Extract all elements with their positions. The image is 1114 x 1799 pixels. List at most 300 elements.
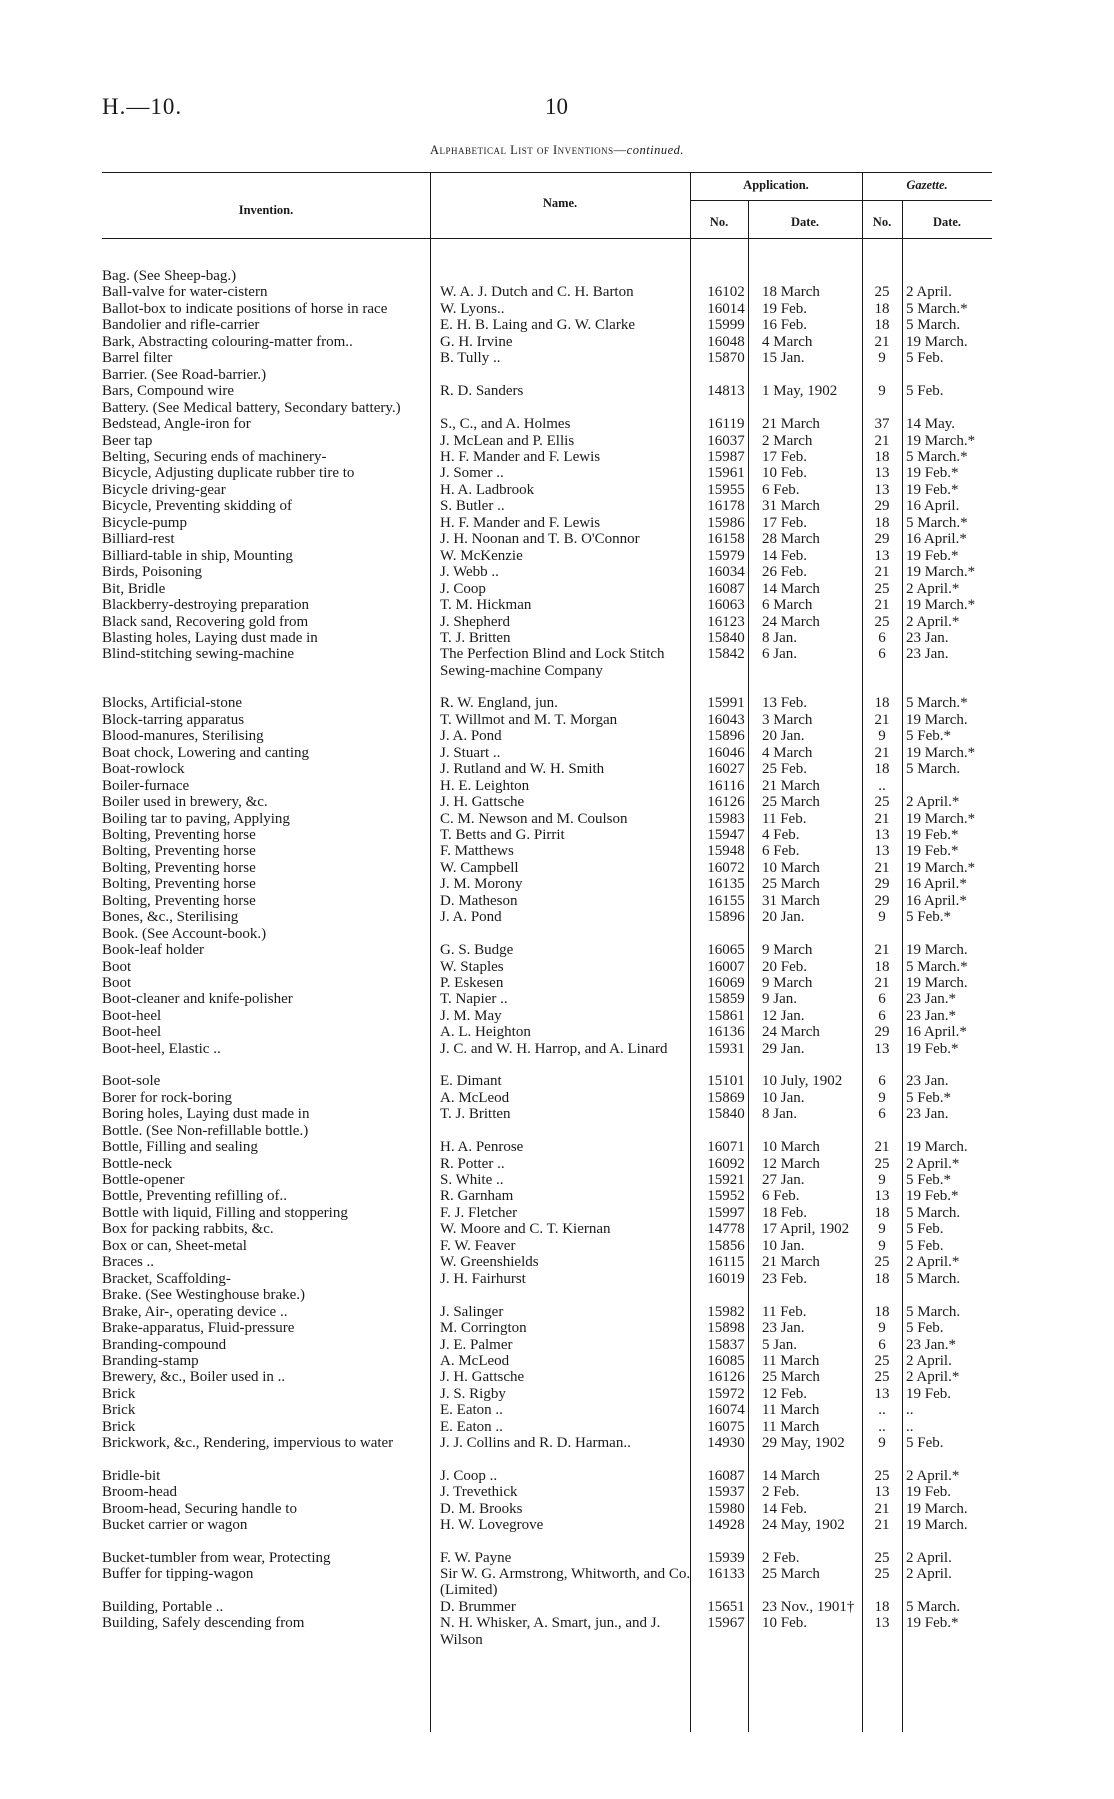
name-cell — [432, 400, 698, 416]
application-no-cell: 15997 — [707, 1204, 745, 1221]
name-cell: H. F. Mander and F. Lewis — [440, 448, 601, 465]
application-date-cell: 29 Jan. — [762, 1040, 805, 1057]
table-row — [102, 433, 992, 449]
name-cell: J. Coop .. — [440, 1467, 498, 1484]
application-date-cell: 26 Feb. — [762, 564, 807, 581]
invention-cell: Bolting, Preventing horse — [102, 859, 256, 876]
invention-cell: Boiler used in brewery, &c. — [102, 794, 268, 811]
application-no-cell: 15101 — [707, 1073, 745, 1090]
table-header-bottom-rule — [102, 238, 992, 239]
invention-cell: Ballot-box to indicate positions of horse in race — [102, 300, 388, 317]
table-row — [102, 975, 992, 991]
invention-cell: Blackberry-destroying preparation — [102, 597, 310, 614]
invention-cell: Bolting, Preventing horse — [102, 892, 256, 909]
invention-cell: Bottle, Filling and sealing — [102, 1139, 258, 1156]
col-header-application: Application. — [743, 178, 809, 192]
application-date-cell: 9 March — [762, 942, 813, 959]
table-row — [102, 1024, 992, 1040]
gazette-no-cell: 18 — [874, 761, 890, 778]
application-no-cell: 16037 — [707, 432, 745, 449]
gazette-date-cell: 2 April.* — [906, 613, 960, 630]
invention-cell: Boat-rowlock — [102, 761, 185, 778]
gazette-date-cell — [900, 367, 992, 383]
invention-cell: Blasting holes, Laying dust made in — [102, 629, 318, 646]
table-row — [102, 317, 992, 333]
gazette-date-cell: 5 March.* — [906, 448, 968, 465]
application-no-cell: 16119 — [707, 416, 745, 433]
gazette-no-cell — [864, 926, 900, 942]
name-cell: J. Trevethick — [440, 1484, 518, 1501]
gazette-date-cell: .. — [906, 1418, 914, 1435]
table-row — [102, 959, 992, 975]
application-date-cell: 5 Jan. — [762, 1336, 797, 1353]
application-no-cell: 16075 — [707, 1418, 745, 1435]
application-date-cell — [754, 400, 864, 416]
application-no-cell — [698, 268, 754, 284]
gazette-no-cell: 9 — [878, 728, 886, 745]
name-cell: T. Napier .. — [440, 991, 508, 1008]
application-no-cell: 15979 — [707, 547, 745, 564]
gazette-date-cell: 19 Feb.* — [906, 481, 959, 498]
application-date-cell: 3 March — [762, 711, 813, 728]
application-no-cell: 16019 — [707, 1270, 745, 1287]
application-no-cell: 15840 — [707, 1106, 745, 1123]
name-cell — [432, 1123, 698, 1139]
gazette-date-cell: 2 April. — [906, 1549, 952, 1566]
gazette-no-cell: 9 — [878, 1221, 886, 1238]
table-row — [102, 1073, 992, 1089]
invention-cell: Birds, Poisoning — [102, 564, 203, 581]
gazette-no-cell: 29 — [874, 531, 890, 548]
application-no-cell — [698, 1287, 754, 1303]
application-no-cell: 15987 — [707, 448, 745, 465]
gazette-no-cell: 18 — [874, 1204, 890, 1221]
col-header-gazette: Gazette. — [906, 178, 948, 192]
gazette-date-cell — [900, 400, 992, 416]
name-cell: A. McLeod — [440, 1089, 510, 1106]
table-row — [102, 860, 992, 876]
gazette-date-cell: 5 March. — [906, 1270, 961, 1287]
application-no-cell: 16007 — [707, 958, 745, 975]
application-date-cell: 31 March — [762, 892, 820, 909]
gazette-no-cell: 13 — [874, 465, 890, 482]
gazette-date-cell: 2 April. — [906, 1353, 952, 1369]
gazette-no-cell: 9 — [878, 1237, 886, 1254]
table-row — [102, 564, 992, 580]
gazette-no-cell: .. — [878, 1418, 886, 1435]
invention-cell: Boot-cleaner and knife-polisher — [102, 991, 293, 1008]
col-header-gazette-date: Date. — [932, 215, 962, 229]
application-date-cell: 10 Jan. — [762, 1237, 805, 1254]
application-no-cell: 15983 — [707, 810, 745, 827]
application-date-cell: 24 March — [762, 613, 820, 630]
table-row — [102, 1550, 992, 1566]
application-date-cell: 11 March — [762, 1418, 820, 1435]
gazette-no-cell: 13 — [874, 1188, 890, 1205]
application-date-cell: 11 Feb. — [762, 810, 807, 827]
application-no-cell: 16116 — [707, 777, 745, 794]
gazette-date-cell — [900, 268, 992, 284]
application-date-cell: 6 Feb. — [762, 481, 800, 498]
application-date-cell: 12 Jan. — [762, 1007, 805, 1024]
table-row — [102, 1435, 992, 1451]
gazette-date-cell: 19 March.* — [906, 859, 976, 876]
gazette-no-cell: 21 — [874, 432, 890, 449]
gazette-no-cell: 25 — [874, 1565, 890, 1582]
application-date-cell: 25 Feb. — [762, 761, 807, 778]
table-row — [102, 515, 992, 531]
application-no-cell: 16048 — [707, 333, 745, 350]
application-no-cell: 15840 — [707, 629, 745, 646]
name-cell: F. J. Fletcher — [440, 1204, 518, 1221]
application-no-cell: 16034 — [707, 564, 745, 581]
gazette-no-cell: 6 — [878, 1073, 886, 1090]
gazette-no-cell: 13 — [874, 1484, 890, 1501]
table-row — [102, 778, 992, 794]
table-row — [102, 1501, 992, 1517]
invention-cell: Branding-stamp — [102, 1353, 199, 1369]
gazette-date-cell: 16 April.* — [906, 876, 967, 893]
gazette-no-cell: 25 — [874, 1254, 890, 1271]
name-cell: T. Willmot and M. T. Morgan — [440, 711, 618, 728]
gazette-date-cell: 23 Jan.* — [906, 991, 956, 1008]
gazette-no-cell: 25 — [874, 284, 890, 301]
gazette-date-cell: 19 March. — [906, 333, 968, 350]
invention-cell: Borer for rock-boring — [102, 1089, 232, 1106]
application-date-cell: 13 Feb. — [762, 695, 807, 712]
application-date-cell: 2 March — [762, 432, 813, 449]
application-date-cell: 17 April, 1902 — [762, 1221, 850, 1238]
invention-cell: Box or can, Sheet-metal — [102, 1237, 247, 1254]
application-no-cell: 16063 — [707, 597, 745, 614]
name-cell: E. H. B. Laing and G. W. Clarke — [440, 317, 635, 334]
application-date-cell: 6 Jan. — [762, 646, 797, 663]
table-row — [102, 1615, 992, 1648]
application-date-cell: 12 March — [762, 1155, 820, 1172]
invention-cell: Boot — [102, 975, 132, 992]
application-no-cell: 16087 — [707, 1467, 745, 1484]
page-number: 10 — [545, 94, 568, 119]
application-no-cell: 16072 — [707, 859, 745, 876]
table-row — [102, 284, 992, 300]
application-no-cell: 15842 — [707, 646, 745, 663]
invention-cell: Blind-stitching sewing-machine — [102, 646, 295, 663]
application-date-cell: 17 Feb. — [762, 514, 807, 531]
application-no-cell: 15947 — [707, 826, 745, 843]
table-row — [102, 893, 992, 909]
page-title — [0, 143, 1114, 158]
invention-cell: Box for packing rabbits, &c. — [102, 1221, 274, 1238]
application-date-cell: 25 March — [762, 1369, 820, 1386]
name-cell: W. Lyons.. — [440, 300, 505, 317]
application-date-cell: 6 March — [762, 597, 813, 614]
application-no-cell: 16092 — [707, 1155, 745, 1172]
name-cell: M. Corrington — [440, 1320, 527, 1337]
gazette-date-cell: 5 March. — [906, 1303, 961, 1320]
invention-cell: Belting, Securing ends of machinery- — [102, 448, 327, 465]
name-cell: J. C. and W. H. Harrop, and A. Linard — [440, 1040, 668, 1057]
invention-cell: Buffer for tipping-wagon — [102, 1565, 254, 1582]
name-cell: R. W. England, jun. — [440, 695, 558, 712]
name-cell: J. Stuart .. — [440, 744, 501, 761]
invention-cell: Brickwork, &c., Rendering, impervious to water — [102, 1435, 394, 1452]
table-row — [102, 416, 992, 432]
gazette-no-cell: 21 — [874, 1500, 890, 1517]
gazette-no-cell: 21 — [874, 1139, 890, 1156]
gazette-date-cell: .. — [906, 1402, 914, 1419]
gazette-date-cell: 23 Jan.* — [906, 1336, 956, 1353]
application-date-cell: 8 Jan. — [762, 1106, 797, 1123]
gazette-no-cell — [864, 367, 900, 383]
invention-cell: Brick — [102, 1402, 136, 1419]
invention-cell: Bicycle, Adjusting duplicate rubber tire to — [102, 465, 355, 482]
application-no-cell: 14930 — [707, 1435, 745, 1452]
table-row — [102, 646, 992, 679]
name-cell: J. A. Pond — [440, 909, 502, 926]
application-date-cell: 11 Feb. — [762, 1303, 807, 1320]
name-cell: J. Webb .. — [440, 564, 499, 581]
application-no-cell: 16085 — [707, 1353, 745, 1369]
invention-cell: Bandolier and rifle-carrier — [102, 317, 260, 334]
name-cell: J. H. Noonan and T. B. O'Connor — [440, 531, 640, 548]
col-header-app-no: No. — [709, 215, 729, 229]
application-date-cell: 23 Nov., 1901† — [762, 1598, 855, 1615]
gazette-no-cell: 21 — [874, 975, 890, 992]
application-date-cell: 10 Feb. — [762, 1615, 807, 1632]
gazette-date-cell: 19 Feb. — [906, 1484, 951, 1501]
application-no-cell: 16027 — [707, 761, 745, 778]
invention-cell: Brewery, &c., Boiler used in .. — [102, 1369, 286, 1386]
application-date-cell: 6 Feb. — [762, 1188, 800, 1205]
gazette-date-cell: 19 March.* — [906, 810, 976, 827]
gazette-no-cell: 29 — [874, 892, 890, 909]
name-cell: E. Dimant — [440, 1073, 502, 1090]
invention-cell: Bag. (See Sheep-bag.) — [102, 268, 237, 284]
table-row — [102, 1304, 992, 1320]
invention-cell: Brick — [102, 1385, 136, 1402]
invention-cell: Braces .. — [102, 1254, 155, 1271]
gazette-date-cell: 19 March.* — [906, 432, 976, 449]
gazette-date-cell: 19 Feb.* — [906, 1040, 959, 1057]
application-no-cell: 15921 — [707, 1172, 745, 1189]
application-date-cell: 14 Feb. — [762, 547, 807, 564]
name-cell: J. Shepherd — [440, 613, 510, 630]
table-row — [102, 1599, 992, 1615]
invention-cell: Boat chock, Lowering and canting — [102, 744, 310, 761]
application-no-cell: 14928 — [707, 1517, 745, 1534]
gazette-no-cell: 6 — [878, 646, 886, 663]
table-row — [102, 1517, 992, 1533]
application-date-cell: 14 March — [762, 1467, 820, 1484]
gazette-date-cell: 5 March.* — [906, 695, 968, 712]
name-cell — [432, 926, 698, 942]
application-date-cell: 21 March — [762, 1254, 820, 1271]
application-date-cell: 14 March — [762, 580, 820, 597]
invention-cell: Bottle. (See Non-refillable bottle.) — [102, 1122, 309, 1139]
gazette-no-cell: 6 — [878, 1007, 886, 1024]
application-date-cell: 27 Jan. — [762, 1172, 805, 1189]
application-date-cell: 1 May, 1902 — [762, 383, 838, 400]
application-no-cell: 15952 — [707, 1188, 745, 1205]
gazette-date-cell: 19 Feb.* — [906, 1188, 959, 1205]
application-no-cell: 16158 — [707, 531, 745, 548]
application-no-cell: 15967 — [707, 1615, 745, 1632]
gazette-date-cell: 19 March. — [906, 1500, 968, 1517]
table-row — [102, 350, 992, 366]
table-row — [102, 991, 992, 1007]
table-row — [102, 383, 992, 399]
gazette-date-cell — [900, 1287, 992, 1303]
gazette-no-cell: 25 — [874, 1467, 890, 1484]
name-cell: R. Garnham — [440, 1188, 514, 1205]
col-header-app-date: Date. — [790, 215, 820, 229]
application-no-cell: 15937 — [707, 1484, 745, 1501]
inventions-table-body — [102, 268, 992, 1648]
gazette-no-cell: 29 — [874, 1024, 890, 1041]
application-no-cell: 16123 — [707, 613, 745, 630]
gazette-no-cell: 6 — [878, 1106, 886, 1123]
row-spacer — [102, 679, 992, 695]
application-date-cell: 4 Feb. — [762, 826, 800, 843]
application-date-cell: 20 Feb. — [762, 958, 807, 975]
table-row — [102, 597, 992, 613]
application-date-cell: 4 March — [762, 333, 813, 350]
table-row — [102, 1123, 992, 1139]
gazette-no-cell: .. — [878, 777, 886, 794]
application-date-cell: 8 Jan. — [762, 629, 797, 646]
gazette-no-cell: 18 — [874, 1303, 890, 1320]
gazette-date-cell: 19 March. — [906, 975, 968, 992]
name-cell: J. S. Rigby — [440, 1385, 506, 1402]
name-cell: H. A. Ladbrook — [440, 481, 535, 498]
application-date-cell — [754, 926, 864, 942]
application-date-cell: 11 March — [762, 1402, 820, 1419]
gazette-date-cell: 2 April.* — [906, 1155, 960, 1172]
gazette-date-cell: 5 Feb. — [906, 1435, 944, 1452]
gazette-no-cell — [864, 400, 900, 416]
name-cell: F. Matthews — [440, 843, 514, 860]
invention-cell: Bars, Compound wire — [102, 383, 235, 400]
name-cell: F. W. Feaver — [440, 1237, 516, 1254]
table-row — [102, 942, 992, 958]
name-cell: T. Betts and G. Pirrit — [440, 826, 565, 843]
gazette-no-cell: 18 — [874, 1598, 890, 1615]
application-no-cell: 15859 — [707, 991, 745, 1008]
application-no-cell — [698, 367, 754, 383]
table-row — [102, 695, 992, 711]
invention-cell: Billiard-table in ship, Mounting — [102, 547, 293, 564]
gazette-no-cell — [864, 1123, 900, 1139]
invention-cell: Bridle-bit — [102, 1467, 161, 1484]
invention-cell: Bottle with liquid, Filling and stoppering — [102, 1204, 348, 1221]
invention-cell: Bolting, Preventing horse — [102, 876, 256, 893]
invention-cell: Broom-head — [102, 1484, 177, 1501]
application-no-cell: 15651 — [707, 1598, 745, 1615]
gazette-no-cell: 21 — [874, 1517, 890, 1534]
gazette-date-cell: 5 March. — [906, 1204, 961, 1221]
name-cell: A. McLeod — [440, 1353, 510, 1369]
table-row — [102, 1287, 992, 1303]
invention-cell: Boring holes, Laying dust made in — [102, 1106, 310, 1123]
invention-cell: Bucket carrier or wagon — [102, 1517, 248, 1534]
invention-cell: Boiler-furnace — [102, 777, 190, 794]
name-cell: F. W. Payne — [440, 1549, 512, 1566]
invention-cell: Building, Safely descending from — [102, 1615, 305, 1632]
table-row — [102, 1008, 992, 1024]
name-cell: J. M. Morony — [440, 876, 523, 893]
application-date-cell: 19 Feb. — [762, 300, 807, 317]
name-cell: H. F. Mander and F. Lewis — [440, 514, 601, 531]
gazette-no-cell: 13 — [874, 1385, 890, 1402]
gazette-no-cell: 13 — [874, 547, 890, 564]
gazette-no-cell: 25 — [874, 1155, 890, 1172]
name-cell: W. McKenzie — [440, 547, 523, 564]
invention-cell: Bracket, Scaffolding- — [102, 1270, 231, 1287]
row-spacer — [102, 1534, 992, 1550]
gazette-no-cell: 18 — [874, 1270, 890, 1287]
invention-cell: Blocks, Artificial-stone — [102, 695, 242, 712]
name-cell: G. S. Budge — [440, 942, 514, 959]
application-date-cell: 28 March — [762, 531, 820, 548]
application-no-cell: 16126 — [707, 794, 745, 811]
invention-cell: Brick — [102, 1418, 136, 1435]
invention-cell: Bedstead, Angle-iron for — [102, 416, 251, 433]
application-date-cell: 25 March — [762, 876, 820, 893]
application-date-cell: 10 July, 1902 — [762, 1073, 843, 1090]
table-row — [102, 1090, 992, 1106]
table-row — [102, 909, 992, 925]
application-no-cell: 15898 — [707, 1320, 745, 1337]
invention-cell: Boot-heel — [102, 1024, 162, 1041]
gazette-date-cell: 19 Feb.* — [906, 843, 959, 860]
invention-cell: Block-tarring apparatus — [102, 711, 245, 728]
table-row — [102, 268, 992, 284]
name-cell: W. A. J. Dutch and C. H. Barton — [440, 284, 634, 301]
row-spacer — [102, 1057, 992, 1073]
gazette-date-cell: 16 April.* — [906, 892, 967, 909]
application-date-cell: 23 Jan. — [762, 1320, 805, 1337]
application-no-cell: 16155 — [707, 892, 745, 909]
application-date-cell: 21 March — [762, 416, 820, 433]
invention-cell: Building, Portable .. — [102, 1598, 224, 1615]
gazette-date-cell: 2 April.* — [906, 1254, 960, 1271]
gazette-date-cell: 5 March. — [906, 1598, 961, 1615]
invention-cell: Book-leaf holder — [102, 942, 205, 959]
name-cell: T. J. Britten — [440, 629, 511, 646]
gazette-date-cell: 19 Feb.* — [906, 547, 959, 564]
gazette-no-cell: 6 — [878, 629, 886, 646]
application-no-cell: 15861 — [707, 1007, 745, 1024]
application-no-cell: 16014 — [707, 300, 745, 317]
table-row — [102, 1369, 992, 1385]
gazette-date-cell: 5 March. — [906, 761, 961, 778]
application-date-cell: 24 May, 1902 — [762, 1517, 845, 1534]
application-no-cell: 16074 — [707, 1402, 745, 1419]
application-date-cell: 31 March — [762, 498, 820, 515]
name-cell: J. Coop — [440, 580, 486, 597]
invention-cell: Brake, Air-, operating device .. — [102, 1303, 288, 1320]
application-date-cell: 15 Jan. — [762, 350, 805, 367]
gazette-no-cell: 25 — [874, 1549, 890, 1566]
name-cell — [432, 367, 698, 383]
table-row — [102, 761, 992, 777]
table-row — [102, 548, 992, 564]
application-date-cell: 24 March — [762, 1024, 820, 1041]
name-cell: H. E. Leighton — [440, 777, 530, 794]
table-row — [102, 482, 992, 498]
gazette-no-cell: 9 — [878, 1320, 886, 1337]
invention-cell: Broom-head, Securing handle to — [102, 1500, 297, 1517]
